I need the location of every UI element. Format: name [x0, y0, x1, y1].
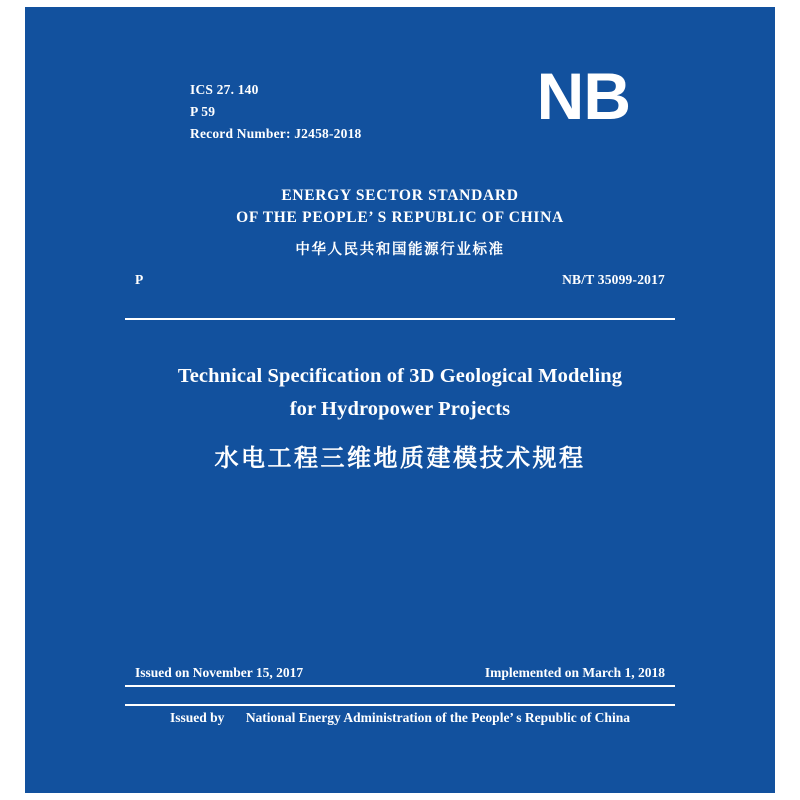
standard-title-line-1: ENERGY SECTOR STANDARD [281, 187, 519, 204]
title-english-line-2: for Hydropower Projects [289, 398, 511, 421]
divider-top [125, 318, 675, 320]
standard-organization-block [25, 185, 775, 259]
title-chinese: 水电工程三维地质建模技术规程 [214, 446, 586, 473]
nb-logo: NB [536, 59, 630, 133]
title-english-line-1: Technical Specification of 3D Geological Modeling [177, 365, 623, 387]
issuer-row [25, 710, 775, 726]
dates-row [25, 665, 775, 681]
divider-bottom-1 [125, 685, 675, 687]
document-title-block [25, 360, 775, 473]
implemented-on-date: Implemented on March 1, 2018 [484, 665, 665, 680]
issued-by-label: Issued by [170, 710, 225, 725]
ics-block [70, 79, 361, 145]
code-row [25, 272, 775, 288]
issued-on-date: Issued on November 15, 2017 [135, 665, 304, 680]
divider-bottom-2 [125, 704, 675, 706]
classification-letter: P [135, 272, 144, 287]
record-number: Record Number: J2458-2018 [190, 125, 362, 141]
standard-code: NB/T 35099-2017 [562, 272, 665, 287]
ics-number: ICS 27. 140 [190, 82, 259, 97]
cover-header [25, 59, 775, 145]
standard-cover [25, 7, 775, 793]
issued-by-organization: National Energy Administration of the People’ s Republic of China [245, 710, 630, 725]
standard-title-line-2: OF THE PEOPLE’ S REPUBLIC OF CHINA [236, 209, 564, 227]
classification-code: P 59 [190, 103, 216, 119]
standard-title-chinese: 中华人民共和国能源行业标准 [295, 241, 505, 258]
